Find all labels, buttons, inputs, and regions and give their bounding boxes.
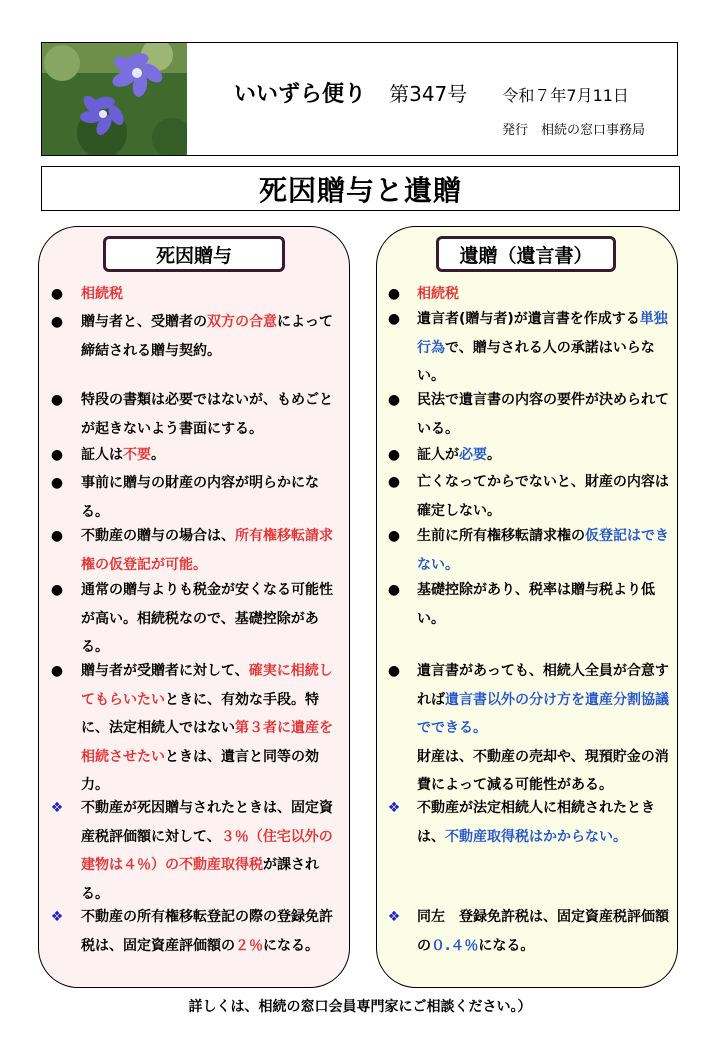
diamond-bullet-icon: ❖ [387,800,401,816]
list-item: 不動産の贈与の場合は、所有権移転請求権の仮登記が可能。 [81,528,333,573]
list-item: 生前に所有権移転請求権の仮登記はできない。 [417,528,669,573]
list-item: 不動産が死因贈与されたときは、固定資産税評価額に対して、３％（住宅以外の建物は４％）の不動産取得税が課される。 [81,800,333,902]
diamond-bullet-icon: ❖ [387,909,401,925]
bullet-icon: ● [50,582,64,598]
list-item: 証人は不要。 [81,447,165,463]
bullet-icon: ● [50,392,64,408]
bullet-icon: ● [50,663,64,679]
bullet-icon: ● [50,447,64,463]
list-item: 相続税 [417,286,459,302]
bullet-icon: ● [387,528,401,544]
bullet-icon: ● [387,582,401,598]
list-item: 贈与者が受贈者に対して、確実に相続してもらいたいときに、有効な手段。特に、法定相続人ではない第３者に遺産を相続させたいときは、遺言と同等の効力。 [81,663,333,793]
bullet-icon: ● [387,311,401,327]
issue-number: 第347号 [389,82,468,106]
list-item: 不動産の所有権移転登記の際の登録免許税は、固定資産評価額の２％になる。 [81,909,333,954]
list-item: 贈与者と、受贈者の双方の合意によって締結される贈与契約。 [81,314,333,359]
bullet-icon: ● [387,474,401,490]
page-title: 死因贈与と遺贈 [41,166,680,211]
list-item: 基礎控除があり、税率は贈与税より低い。 [417,582,655,627]
diamond-bullet-icon: ❖ [50,909,64,925]
bullet-icon: ● [387,286,401,302]
list-item: 遺言書があっても、相続人全員が合意すれば遺言書以外の分け方を遺産分割協議でできる。 財産は、不動産の売却や、現預貯金の消費によって減る可能性がある。 [417,663,669,793]
list-item: 証人が必要。 [417,447,501,463]
bullet-icon: ● [387,663,401,679]
balloon-flower-photo [42,43,187,155]
list-item: 民法で遺言書の内容の要件が決められている。 [417,392,669,437]
newsletter-header [41,42,678,156]
bullet-icon: ● [387,447,401,463]
bullet-icon: ● [50,314,64,330]
diamond-bullet-icon: ❖ [50,800,64,816]
bullet-icon: ● [387,392,401,408]
bullet-icon: ● [50,286,64,302]
list-item: 通常の贈与よりも税金が安くなる可能性が高い。相続税なので、基礎控除がある。 [81,582,333,655]
bullet-icon: ● [50,528,64,544]
publisher: 発行 相続の窓口事務局 [502,123,646,138]
list-item: 亡くなってからでないと、財産の内容は確定しない。 [417,474,669,519]
list-item: 特段の書類は必要ではないが、もめごとが起きないよう書面にする。 [81,392,333,437]
list-item: 相続税 [81,286,123,302]
list-item: 遺言者(贈与者)が遺言書を作成する単独行為で、贈与される人の承諾はいらない。 [417,311,668,384]
list-item: 不動産が法定相続人に相続されたときは、不動産取得税はかからない。 [417,800,655,845]
left-panel-label: 死因贈与 [103,236,285,272]
issue-date: 令和７年7月11日 [502,86,629,105]
right-panel-label: 遺贈（遺言書） [436,236,616,272]
header-title-line [234,77,629,108]
list-item: 同左 登録免許税は、固定資産税評価額の０.４％になる。 [417,909,669,954]
footer-note: 詳しくは、相続の窓口会員専門家にご相談ください。） [188,999,532,1015]
list-item: 事前に贈与の財産の内容が明らかになる。 [81,475,319,520]
bullet-icon: ● [50,475,64,491]
newsletter-name: いいずら便り [234,82,367,107]
